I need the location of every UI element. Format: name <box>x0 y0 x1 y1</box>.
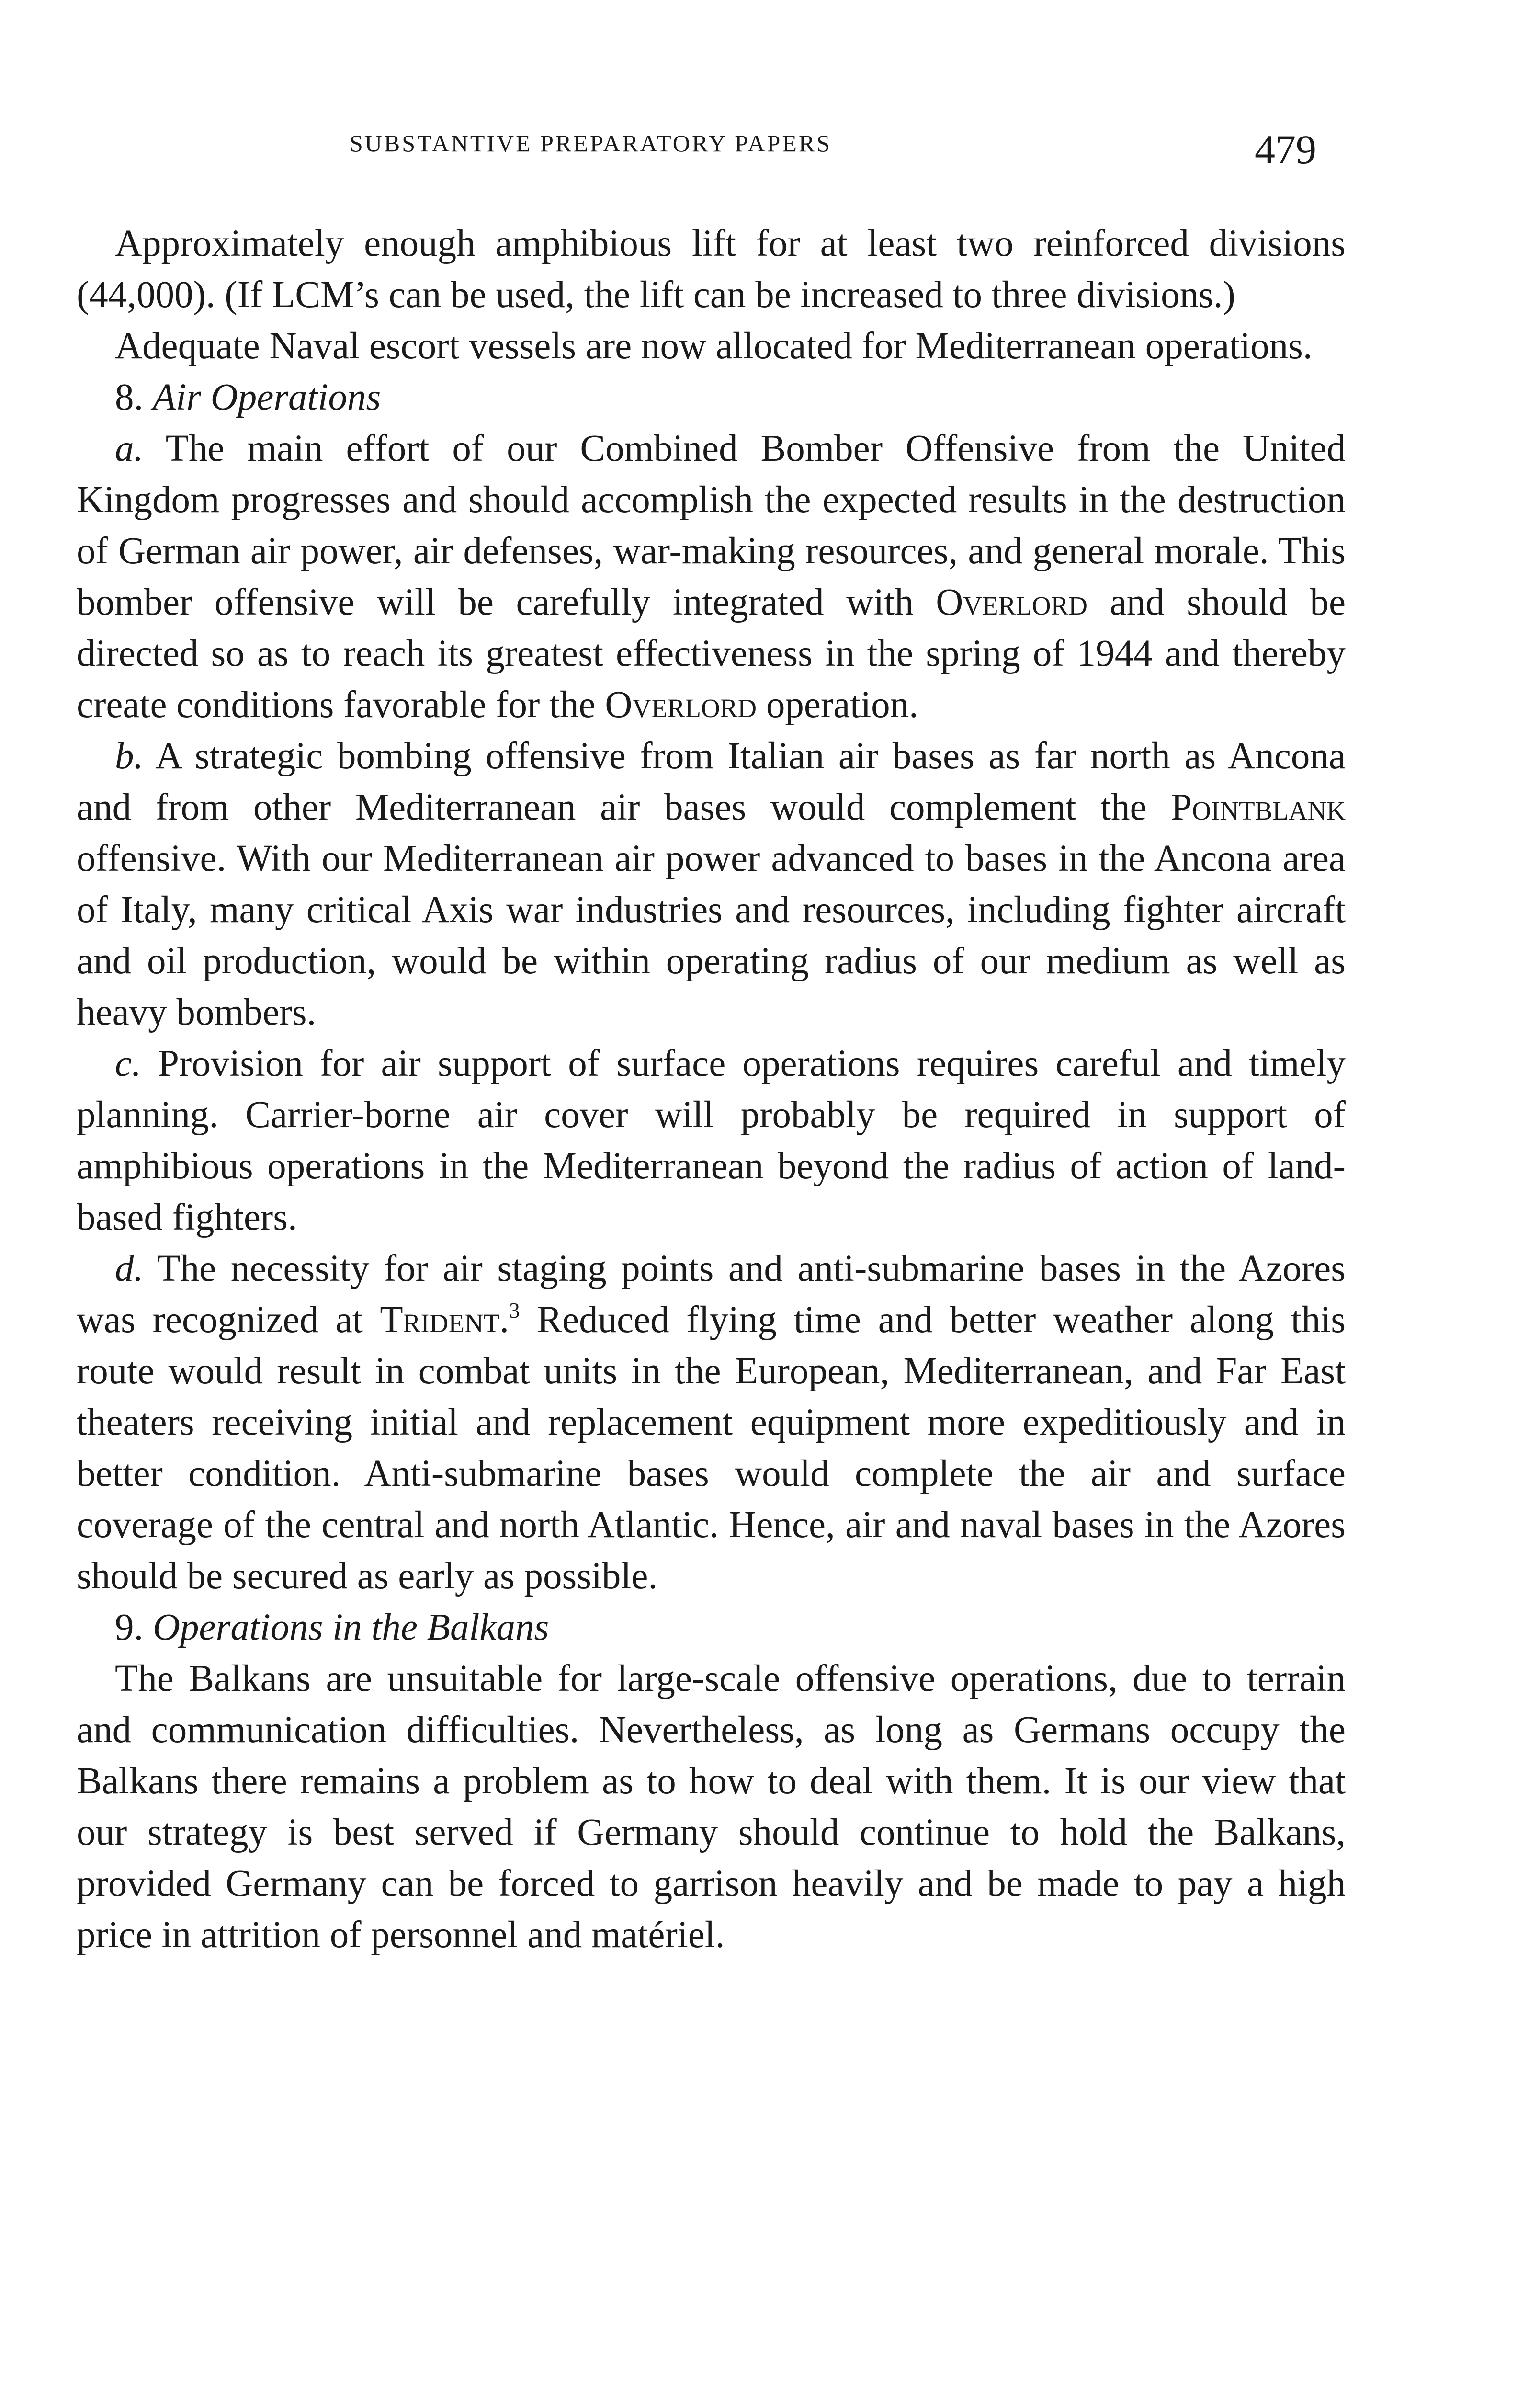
footnote-reference: 3 <box>509 1299 520 1323</box>
running-header: SUBSTANTIVE PREPARATORY PAPERS <box>350 130 832 157</box>
paragraph-air-a: a. The main effort of our Combined Bomber Offensive from the United Kingdom progresses and should accomplish the expected results in the destruction of German air power, air defenses, war-making resources, and general morale. This bomber offensive will be carefully integrated with Overlord and should be directed so as to reach its greatest effectiveness in the spring of 1944 and thereby create conditions favorable for the Overlord operation. <box>77 428 1346 726</box>
body-text <box>77 218 1346 1961</box>
paragraph-balkans: The Balkans are unsuitable for large-scale offensive operations, due to terrain and communication difficulties. Nevertheless, as long as Germans occupy the Balkans there remains a problem as to how to deal with them. It is our view that our strategy is best served if Germany should continue to hold the Balkans, provided Germany can be forced to garrison heavily and be made to pay a high price in attrition of personnel and matériel. <box>77 1658 1346 1956</box>
page-number: 479 <box>1255 126 1316 172</box>
paragraph-air-b: b. A strategic bombing offensive from Italian air bases as far north as Ancona and from other Mediterranean air bases would complement the Pointblank offensive. With our Mediterranean air power advanced to bases in the Ancona area of Italy, many critical Axis war industries and resources, including fighter aircraft and oil production, would be within operating radius of our medium as well as heavy bombers. <box>77 735 1346 1033</box>
paragraph-air-c: c. Provision for air support of surface operations requires careful and timely planning. Carrier-borne air cover will probably be required in support of amphibious operations in the Mediterranean beyond the radius of action of land-based fighters. <box>77 1043 1346 1238</box>
paragraph-amphibious-lift: Approximately enough amphibious lift for at least two reinforced divisions (44,000). (If LCM’s can be used, the lift can be increased to three divisions.) <box>77 223 1346 316</box>
paragraph-naval-escort: Adequate Naval escort vessels are now allocated for Mediterranean operations. <box>115 325 1313 367</box>
section-heading-balkans: 9. Operations in the Balkans <box>115 1607 549 1648</box>
paragraph-air-d: d. The necessity for air staging points and anti-submarine bases in the Azores was recognized at Trident.$^3$ Reduced flying time and better weather along this route would result in combat units in the European, Mediterranean, and Far East theaters receiving initial and replacement equipment more expeditiously and in better condition. Anti-submarine bases would complete the air and surface coverage of the central and north Atlantic. Hence, air and naval bases in the Azores should be secured as early as possible. <box>77 1248 1346 1597</box>
section-heading-air-operations: 8. Air Operations <box>115 376 381 418</box>
